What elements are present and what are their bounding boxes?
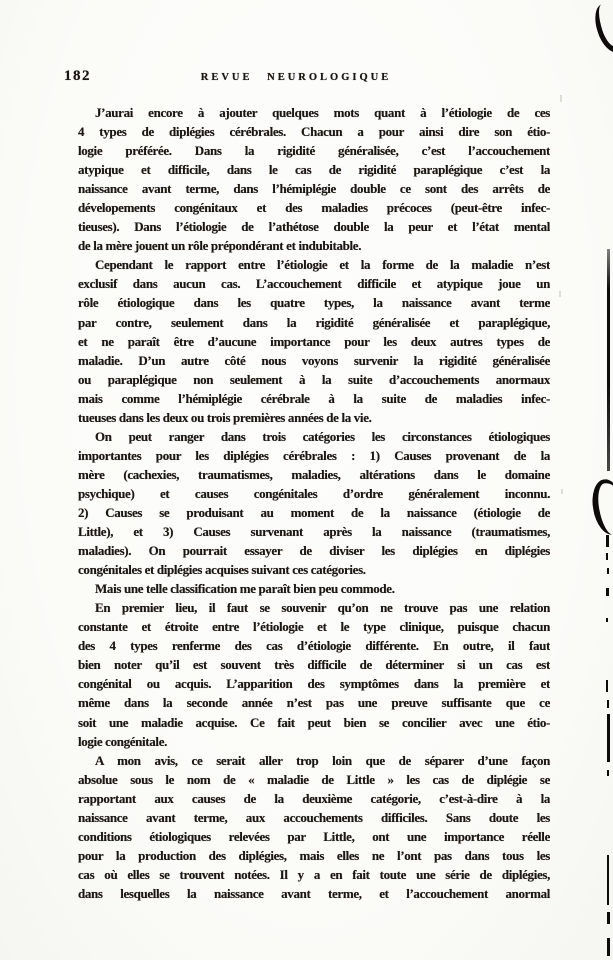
text-line: soit une maladie acquise. Ce fait peut bien se concilier avec une étio- xyxy=(78,714,550,730)
text-line: logie congénitale. xyxy=(78,733,168,749)
scan-artifact-dash xyxy=(607,855,609,905)
text-line: des 4 types renferme des cas d’étiologie différente. En outre, il faut xyxy=(78,638,550,654)
text-line: rapportant aux causes de la deuxième catégorie, c’est-à-dire à la xyxy=(78,790,550,806)
text-line: même dans la seconde année n’est pas une preuve suffisante que ce xyxy=(78,695,550,711)
text-line: rôle étiologique dans les quatre types, la naissance avant terme xyxy=(78,295,550,311)
scan-artifact-dash xyxy=(607,912,610,924)
scan-artifact-dash xyxy=(606,588,609,596)
scan-artifact-dash xyxy=(606,535,609,547)
text-line: J’aurai encore à ajouter quelques mots quant à l’étiologie de ces xyxy=(95,105,550,120)
text-line: 2) Causes se produisant au moment de la naissance (étiologie de xyxy=(78,504,550,520)
text-line: cas où elles se trouvent notées. Il y a en fait toute une série de diplégies, xyxy=(78,866,550,882)
scan-artifact-dash xyxy=(607,938,610,956)
text-line: On peut ranger dans trois catégories les circonstances étiologiques xyxy=(95,428,550,444)
page-number: 182 xyxy=(64,68,91,84)
text-line: congénitales et diplégies acquises suivant ces catégories. xyxy=(78,562,366,578)
scan-artifact-dash xyxy=(607,700,609,708)
text-line: mère (cachexies, traumatismes, maladies, altérations dans le domaine xyxy=(78,466,550,482)
paragraph xyxy=(78,598,550,750)
text-line: psychique) et causes congénitales d’ordre généralement inconnu. xyxy=(78,485,550,501)
text-line: naissance avant terme, aux accouchements difficiles. Sans doute les xyxy=(78,809,550,825)
text-line: En premier lieu, il faut se souvenir qu’on ne trouve pas une relation xyxy=(95,600,550,616)
text-line: maladie. D’un autre côté nous voyons survenir la rigidité généralisée xyxy=(78,352,550,368)
scan-artifact-dash xyxy=(606,618,608,622)
paragraph xyxy=(78,427,550,579)
text-line: naissance avant terme, dans l’hémiplégie double ce sont des arrêts de xyxy=(78,181,550,197)
body-text xyxy=(78,103,550,903)
text-line: dans lesquelles la naissance avant terme, et l’accouchement anormal xyxy=(78,885,550,901)
paragraph xyxy=(78,103,550,255)
text-line: congénital ou acquis. L’apparition des symptômes dans la première et xyxy=(78,676,550,692)
paragraph xyxy=(78,255,550,426)
text-line: et ne paraît être d’aucune importance pour les deux autres types de xyxy=(78,333,550,349)
scan-artifact-speck xyxy=(559,291,561,297)
scan-artifact-curve-mark xyxy=(588,477,613,538)
text-line: 4 types de diplégies cérébrales. Chacun a pour ainsi dire son étio- xyxy=(78,124,550,140)
text-line: Mais une telle classification me paraît bien peu commode. xyxy=(95,581,395,597)
text-line: maladies). On pourrait essayer de diviser les diplégies en diplégies xyxy=(78,543,550,559)
text-line: A mon avis, ce serait aller trop loin que de séparer d’une façon xyxy=(95,752,550,768)
text-line: atypique et difficile, dans le cas de rigidité paraplégique c’est la xyxy=(78,162,550,178)
scan-artifact-dash xyxy=(607,714,610,762)
text-line: ou paraplégique non seulement à la suite d’accouchements anormaux xyxy=(78,371,550,387)
scan-artifact-dash xyxy=(607,568,609,574)
text-line: importantes pour les diplégies cérébrales : 1) Causes provenant de la xyxy=(78,447,550,463)
text-line: bien noter qu’il est souvent très difficile de déterminer si un cas est xyxy=(78,657,550,673)
text-line: absolue sous le nom de « maladie de Little » les cas de diplégie se xyxy=(78,771,550,787)
text-line: Little), et 3) Causes survenant après la naissance (traumatismes, xyxy=(78,524,550,540)
scan-artifact-dash xyxy=(607,770,609,776)
text-line: logie préférée. Dans la rigidité généralisée, c’est l’accouchement xyxy=(78,143,550,159)
scan-artifact-dash xyxy=(606,553,608,560)
text-line: pour la production des diplégies, mais elles ne l’ont pas dans tous les xyxy=(78,847,550,863)
text-line: de la mère jouent un rôle prépondérant et indubitable. xyxy=(78,238,362,254)
scan-artifact-edge-line xyxy=(607,249,610,471)
text-line: conditions étiologiques relevées par Little, ont une importance réelle xyxy=(78,828,550,844)
scan-artifact-top-right-hook xyxy=(590,0,613,55)
text-line: Cependant le rapport entre l’étiologie et la forme de la maladie n’est xyxy=(95,257,550,273)
running-header: REVUE NEUROLOGIQUE xyxy=(200,72,392,83)
text-line: mais comme l’hémiplégie cérébrale à la suite de maladies infec- xyxy=(78,390,550,406)
scan-artifact-speck xyxy=(560,95,562,102)
text-line: exclusif dans aucun cas. L’accouchement difficile et atypique joue un xyxy=(78,276,550,292)
paragraph xyxy=(78,579,550,598)
scan-artifact-dash xyxy=(606,680,608,692)
text-line: constante et étroite entre l’étiologie et le type clinique, puisque chacun xyxy=(78,619,550,635)
text-line: tieuses). Dans l’étiologie de l’athétose double la peur et l’état mental xyxy=(78,219,550,235)
paragraph xyxy=(78,751,550,903)
scan-artifact-speck xyxy=(561,489,563,494)
text-line: par contre, seulement dans la rigidité généralisée et paraplégique, xyxy=(78,314,550,330)
text-line: dévelopements congénitaux et des maladies précoces (peut-être infec- xyxy=(78,200,550,216)
text-line: tueuses dans les deux ou trois premières années de la vie. xyxy=(78,409,372,425)
